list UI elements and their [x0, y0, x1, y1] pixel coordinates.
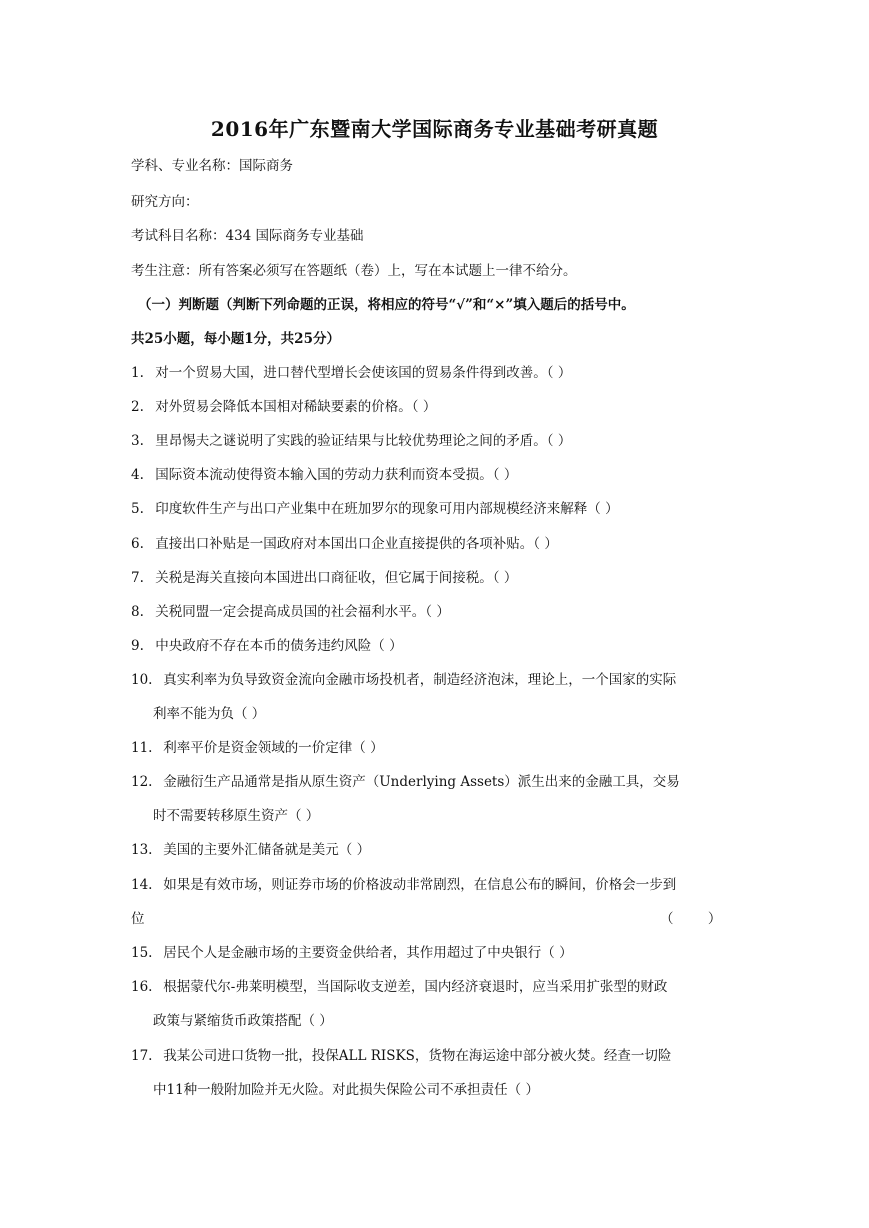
question-text: 美国的主要外汇储备就是美元（ ）	[163, 842, 371, 858]
question-text: 利率平价是资金领域的一价定律（ ）	[163, 740, 384, 756]
question-text: 金融衍生产品通常是指从原生资产（Underlying Assets）派生出来的金融工具，交易	[163, 774, 680, 790]
question-6	[131, 535, 558, 553]
question-number: 12.	[131, 774, 153, 790]
question-7	[131, 569, 517, 587]
question-number: 10.	[131, 672, 153, 688]
question-text: 居民个人是金融市场的主要资金供给者，其作用超过了中央银行（ ）	[163, 945, 573, 961]
question-17-continuation: 中11种一般附加险并无火险。对此损失保险公司不承担责任（ ）	[153, 1082, 539, 1098]
notice-line: 考生注意：所有答案必须写在答题纸（卷）上，写在本试题上一律不给分。	[131, 263, 577, 279]
course-line: 考试科目名称：434 国际商务专业基础	[131, 228, 364, 244]
question-text: 真实利率为负导致资金流向金融市场投机者，制造经济泡沫，理论上，一个国家的实际	[163, 672, 677, 688]
section-heading-line1: （一）判断题（判断下列命题的正误，将相应的符号“√”和“×”填入题后的括号中。	[138, 297, 635, 313]
direction-line: 研究方向：	[131, 194, 199, 210]
page-title: 2016年广东暨南大学国际商务专业基础考研真题	[210, 117, 659, 141]
question-text: 对一个贸易大国，进口替代型增长会使该国的贸易条件得到改善。（ ）	[155, 365, 572, 381]
question-14-continuation: 位	[131, 911, 145, 927]
question-number: 5.	[131, 501, 144, 517]
question-8	[131, 603, 450, 621]
question-16	[131, 978, 667, 996]
question-number: 7.	[131, 570, 144, 586]
question-number: 16.	[131, 979, 153, 995]
question-1	[131, 364, 571, 382]
question-number: 14.	[131, 877, 153, 893]
section-heading-line2: 共25小题，每小题1分，共25分）	[131, 331, 340, 347]
question-text: 直接出口补贴是一国政府对本国出口企业直接提供的各项补贴。（ ）	[155, 536, 558, 552]
question-4	[131, 466, 517, 484]
question-text: 中央政府不存在本币的债务违约风险（ ）	[155, 638, 403, 654]
question-text: 印度软件生产与出口产业集中在班加罗尔的现象可用内部规模经济来解释（ ）	[155, 501, 619, 517]
question-number: 1.	[131, 365, 144, 381]
question-number: 11.	[131, 740, 153, 756]
question-13	[131, 841, 370, 859]
question-text: 关税同盟一定会提高成员国的社会福利水平。（ ）	[155, 604, 450, 620]
question-text: 我某公司进口货物一批，投保ALL RISKS，货物在海运途中部分被火焚。经查一切险	[163, 1048, 672, 1064]
question-10-continuation: 利率不能为负（ ）	[153, 706, 266, 722]
question-17	[131, 1047, 671, 1065]
question-number: 9.	[131, 638, 144, 654]
question-number: 17.	[131, 1048, 153, 1064]
question-12-continuation: 时不需要转移原生资产（ ）	[153, 808, 320, 824]
question-text: 对外贸易会降低本国相对稀缺要素的价格。（ ）	[155, 399, 437, 415]
question-number: 6.	[131, 536, 144, 552]
answer-parentheses: （ ）	[660, 911, 722, 927]
question-number: 2.	[131, 399, 144, 415]
question-number: 8.	[131, 604, 144, 620]
question-5	[131, 500, 619, 518]
question-text: 里昂惕夫之谜说明了实践的验证结果与比较优势理论之间的矛盾。（ ）	[155, 433, 572, 449]
question-10	[131, 671, 676, 689]
question-number: 13.	[131, 842, 153, 858]
question-11	[131, 739, 384, 757]
question-2	[131, 398, 436, 416]
question-12	[131, 773, 680, 791]
question-text: 国际资本流动使得资本输入国的劳动力获利而资本受损。（ ）	[155, 467, 518, 483]
question-16-continuation: 政策与紧缩货币政策搭配（ ）	[153, 1013, 333, 1029]
question-number: 3.	[131, 433, 144, 449]
question-9	[131, 637, 403, 655]
question-number: 4.	[131, 467, 144, 483]
subject-line: 学科、专业名称：国际商务	[131, 158, 293, 174]
question-15	[131, 944, 573, 962]
question-number: 15.	[131, 945, 153, 961]
question-text: 关税是海关直接向本国进出口商征收，但它属于间接税。（ ）	[155, 570, 518, 586]
question-text: 如果是有效市场，则证券市场的价格波动非常剧烈，在信息公布的瞬间，价格会一步到	[163, 877, 677, 893]
question-14	[131, 876, 676, 894]
question-text: 根据蒙代尔-弗莱明模型，当国际收支逆差，国内经济衰退时，应当采用扩张型的财政	[163, 979, 668, 995]
question-3	[131, 432, 571, 450]
